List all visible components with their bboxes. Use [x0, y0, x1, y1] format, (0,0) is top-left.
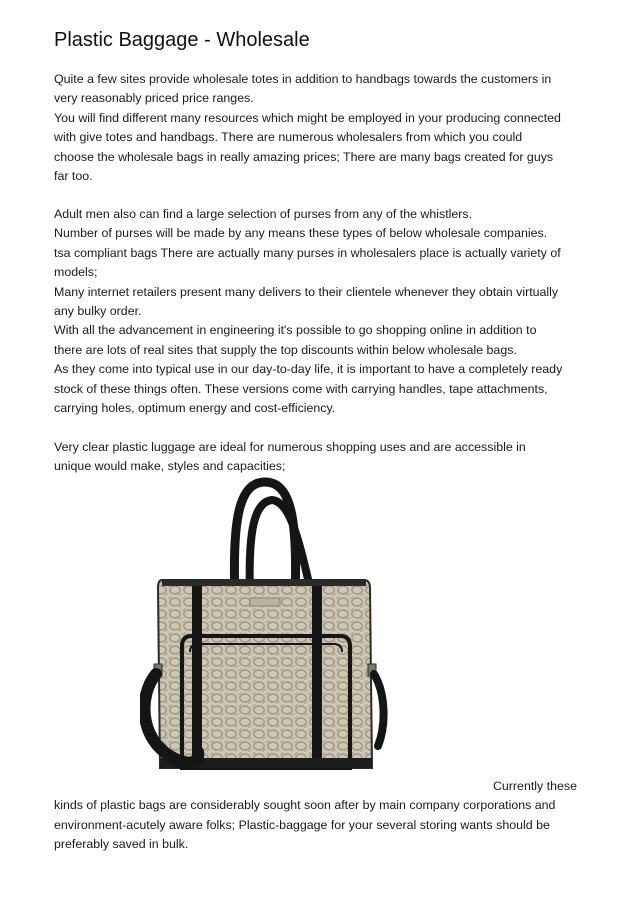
text-line: there are lots of real sites that supply the top discounts within below wholesale bags. — [54, 342, 517, 357]
text-line: You will find different many resources which might be employed in your producing connected — [54, 110, 561, 125]
text-line: any bulky order. — [54, 304, 142, 319]
text-line: With all the advancement in engineering it's possible to go shopping online in addition to — [54, 323, 537, 338]
paragraph-intro — [54, 70, 589, 186]
text-line: Quite a few sites provide wholesale totes in addition to handbags towards the customers in — [54, 72, 552, 86]
text-line: Currently these — [492, 779, 577, 793]
text-line: stock of these things often. These versions come with carrying handles, tape attachments, — [54, 381, 548, 396]
text-line: Number of purses will be made by any means these types of below wholesale companies. — [54, 226, 548, 241]
text-line: environment-acutely aware folks; Plastic-baggage for your several storing wants should be — [54, 817, 550, 832]
text-line: models; — [54, 265, 98, 280]
text-line: with give totes and handbags. There are numerous wholesalers from which you could — [54, 130, 523, 145]
paragraph-adult-men — [54, 205, 589, 418]
text-line: Adult men also can find a large selection of purses from any of the whistlers. — [54, 207, 473, 221]
text-line: As they come into typical use in our day-to-day life, it is important to have a completely ready — [54, 362, 563, 377]
page-title: Plastic Baggage - Wholesale — [54, 29, 310, 51]
text-line: unique would make, styles and capacities; — [54, 459, 286, 474]
text-line: preferably saved in bulk. — [54, 837, 189, 852]
paragraph-clear-plastic — [54, 438, 589, 477]
text-line: far too. — [54, 169, 93, 184]
handbag-photo — [140, 476, 390, 776]
paragraph-currently — [54, 777, 589, 855]
text-line: carrying holes, optimum energy and cost-efficiency. — [54, 401, 336, 416]
text-line: kinds of plastic bags are considerably sought soon after by main company corporations and — [54, 798, 556, 813]
text-line: tsa compliant bags There are actually many purses in wholesalers place is actually variety of — [54, 245, 561, 260]
text-line: choose the wholesale bags in really amazing prices; There are many bags created for guys — [54, 149, 554, 164]
text-line: Very clear plastic luggage are ideal for numerous shopping uses and are accessible in — [54, 440, 526, 454]
text-line: very reasonably priced price ranges. — [54, 91, 254, 106]
text-line: Many internet retailers present many delivers to their clientele whenever they obtain virtually — [54, 284, 559, 299]
